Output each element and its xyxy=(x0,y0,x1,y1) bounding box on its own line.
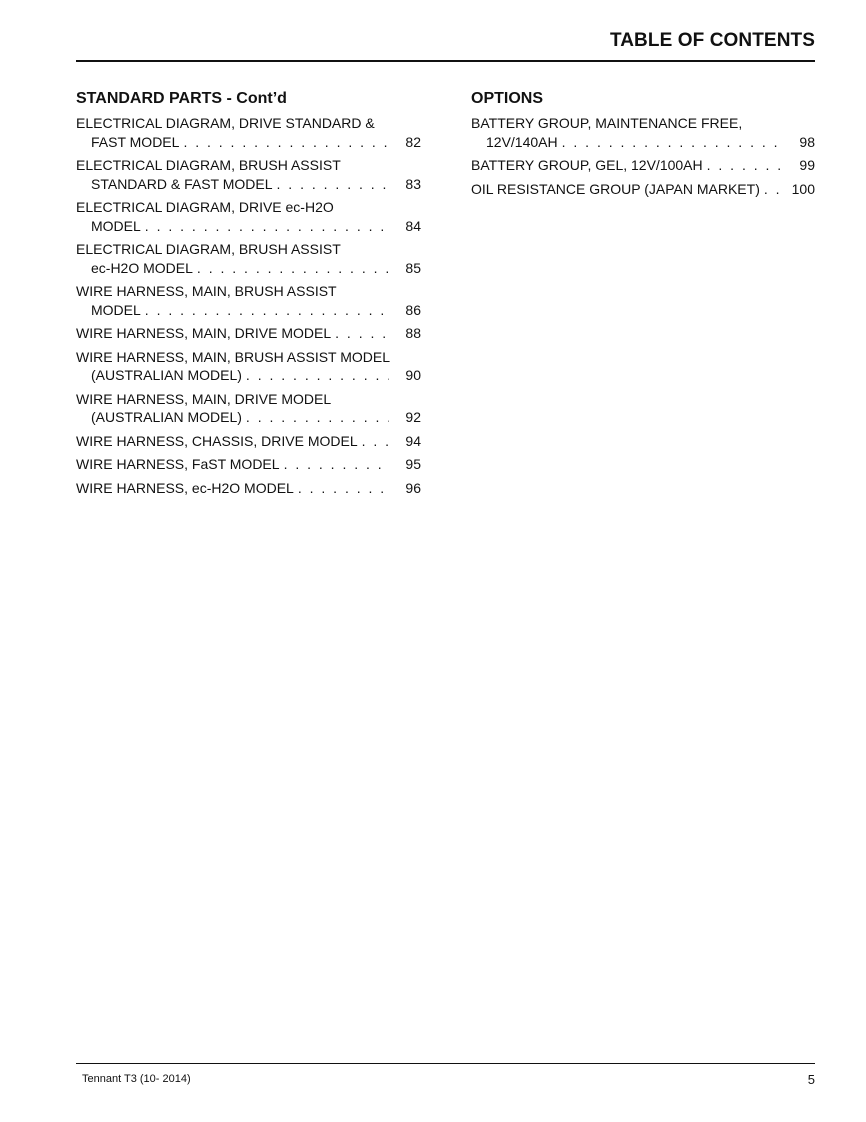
toc-entry[interactable] xyxy=(76,282,421,319)
toc-entry-page: 84 xyxy=(405,217,421,234)
dot-leader xyxy=(562,133,783,152)
section-title-options: OPTIONS xyxy=(471,90,544,107)
toc-entry-title: ELECTRICAL DIAGRAM, BRUSH ASSIST xyxy=(76,157,341,173)
dot-leader xyxy=(145,217,389,236)
toc-entry-title: FAST MODEL xyxy=(91,133,180,150)
toc-entry-row xyxy=(76,175,421,194)
toc-entry[interactable] xyxy=(76,240,421,277)
toc-entry-page: 92 xyxy=(405,409,421,425)
dot-leader xyxy=(764,180,783,199)
dot-leader xyxy=(277,175,389,194)
toc-entry-title: WIRE HARNESS, MAIN, DRIVE MODEL xyxy=(76,390,332,407)
page-title: TABLE OF CONTENTS xyxy=(609,30,815,51)
footer-document-id: Tennant T3 (10- 2014) xyxy=(82,1073,191,1085)
toc-entry[interactable] xyxy=(76,390,421,427)
toc-entry-title: ELECTRICAL DIAGRAM, BRUSH ASSIST xyxy=(76,241,341,257)
dot-leader xyxy=(335,324,389,343)
footer-page-number: 5 xyxy=(807,1072,815,1087)
toc-entry-page: 90 xyxy=(405,367,421,383)
toc-entry-row xyxy=(471,133,815,152)
toc-entry-row xyxy=(76,455,421,474)
dot-leader xyxy=(298,479,389,498)
toc-entry-title: STANDARD & FAST MODEL xyxy=(91,175,273,192)
dot-leader xyxy=(284,455,389,474)
toc-entry-page: 99 xyxy=(799,157,815,173)
toc-entry-title: ELECTRICAL DIAGRAM, DRIVE ec-H2O xyxy=(76,199,334,215)
toc-entry-row xyxy=(76,301,421,320)
toc-entry-row xyxy=(76,479,421,498)
toc-entry-page: 88 xyxy=(405,325,421,341)
toc-entry-page: 95 xyxy=(405,456,421,472)
toc-entry[interactable] xyxy=(76,114,421,151)
toc-entry-page: 98 xyxy=(799,133,815,150)
toc-entry-row xyxy=(76,259,421,278)
options-column xyxy=(471,88,815,203)
toc-entry-title: BATTERY GROUP, GEL, 12V/100AH xyxy=(471,157,703,173)
toc-entry-row xyxy=(76,324,421,343)
page-header xyxy=(76,30,815,62)
page-footer xyxy=(76,1063,815,1094)
options-entries xyxy=(471,114,815,198)
dot-leader xyxy=(707,156,783,175)
toc-entry-page: 100 xyxy=(791,180,815,197)
toc-entry-row xyxy=(76,133,421,152)
toc-entry-title: MODEL xyxy=(91,217,141,234)
toc-entry-title: WIRE HARNESS, MAIN, BRUSH ASSIST xyxy=(76,283,337,299)
section-title-standard-parts: STANDARD PARTS - Cont’d xyxy=(76,90,287,107)
toc-entry-title: WIRE HARNESS, MAIN, DRIVE MODEL xyxy=(76,325,332,341)
toc-entry-row xyxy=(76,217,421,236)
toc-entry[interactable] xyxy=(76,455,421,474)
toc-entry-title: WIRE HARNESS, ec-H2O MODEL xyxy=(76,479,294,496)
toc-entry-title: (AUSTRALIAN MODEL) xyxy=(91,367,242,383)
toc-entry[interactable] xyxy=(76,479,421,498)
toc-entry[interactable] xyxy=(471,114,815,151)
toc-entry-row xyxy=(471,156,815,175)
dot-leader xyxy=(145,301,389,320)
toc-entry-title: ELECTRICAL DIAGRAM, DRIVE STANDARD & xyxy=(76,115,375,131)
toc-entry-title: WIRE HARNESS, MAIN, BRUSH ASSIST MODEL xyxy=(76,348,391,365)
toc-entry[interactable] xyxy=(471,180,815,199)
toc-entry-title: 12V/140AH xyxy=(486,133,558,150)
toc-entry-page: 86 xyxy=(405,301,421,318)
toc-entry-title: (AUSTRALIAN MODEL) xyxy=(91,409,242,425)
toc-entry[interactable] xyxy=(76,198,421,235)
toc-entry-page: 94 xyxy=(405,432,421,449)
toc-entry-row xyxy=(471,180,815,199)
toc-entry[interactable] xyxy=(76,156,421,193)
toc-entry[interactable] xyxy=(76,432,421,451)
toc-entry-row xyxy=(76,408,421,427)
toc-entry-page: 82 xyxy=(405,133,421,150)
toc-entry-page: 85 xyxy=(405,259,421,276)
toc-entry-title: ec-H2O MODEL xyxy=(91,259,193,276)
toc-entry-title: WIRE HARNESS, FaST MODEL xyxy=(76,456,280,472)
dot-leader xyxy=(197,259,389,278)
toc-entry[interactable] xyxy=(76,348,421,385)
toc-entry[interactable] xyxy=(471,156,815,175)
toc-entry-title: BATTERY GROUP, MAINTENANCE FREE, xyxy=(471,115,743,131)
toc-entry-row xyxy=(76,432,421,451)
toc-entry-title: WIRE HARNESS, CHASSIS, DRIVE MODEL xyxy=(76,432,358,449)
toc-entry-page: 96 xyxy=(405,479,421,496)
dot-leader xyxy=(246,366,389,385)
dot-leader xyxy=(362,432,389,451)
dot-leader xyxy=(246,408,389,427)
dot-leader xyxy=(183,133,389,152)
toc-entry-title: OIL RESISTANCE GROUP (JAPAN MARKET) xyxy=(471,180,760,197)
toc-entry-page: 83 xyxy=(405,175,421,192)
toc-entry-row xyxy=(76,366,421,385)
standard-parts-entries xyxy=(76,114,421,497)
toc-entry[interactable] xyxy=(76,324,421,343)
standard-parts-column xyxy=(76,88,421,502)
toc-entry-title: MODEL xyxy=(91,301,141,318)
